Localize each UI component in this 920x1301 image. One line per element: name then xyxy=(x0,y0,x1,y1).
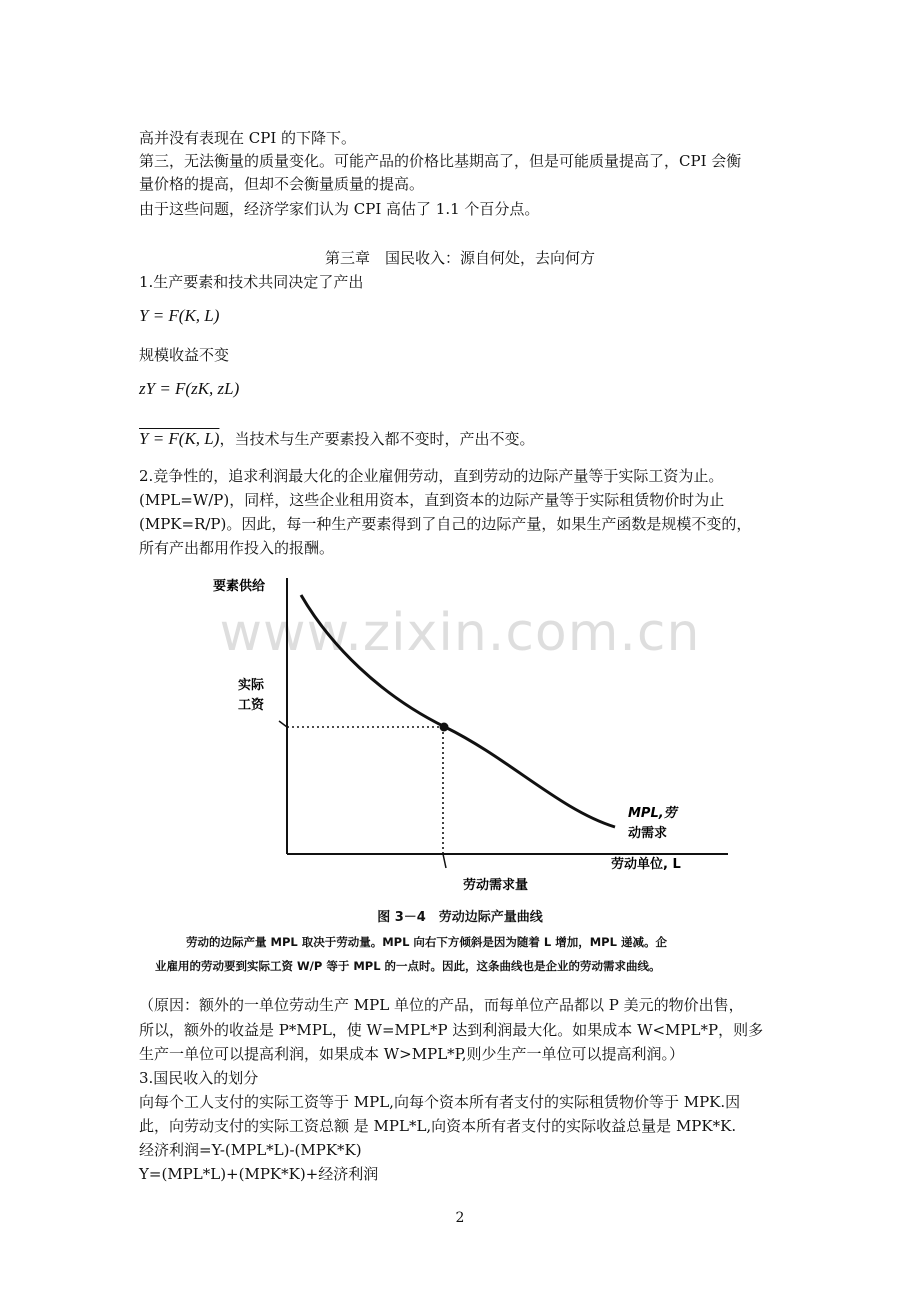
equilibrium-point xyxy=(440,723,449,732)
figure-caption-line: 劳动的边际产量 MPL 取决于劳动量。MPL 向右下方倾斜是因为随着 L 增加，MPL 递减。企 xyxy=(186,935,667,949)
real-wage-label-2: 工资 xyxy=(238,698,265,713)
paragraph-line: 此，向劳动支付的实际工资总额 是 MPL*L,向资本所有者支付的实际收益总量是 MPK*K. xyxy=(139,1117,737,1135)
paragraph-line: 由于这些问题，经济学家们认为 CPI 高估了 1.1 个百分点。 xyxy=(139,200,540,218)
paragraph-line: 高并没有表现在 CPI 的下降下。 xyxy=(139,129,357,147)
equation-note: ，当技术与生产要素投入都不变时，产出不变。 xyxy=(219,430,535,448)
y-axis-label: 要素供给 xyxy=(213,579,266,594)
paragraph-line: 量价格的提高，但却不会衡量质量的提高。 xyxy=(139,175,425,193)
paragraph-line: 经济利润=Y-(MPL*L)-(MPK*K) xyxy=(139,1141,362,1159)
paragraph-line: (MPK=R/P)。因此，每一种生产要素得到了自己的边际产量，如果生产函数是规模不变的， xyxy=(139,515,752,533)
paragraph-line: 所以，额外的收益是 P*MPL，使 W=MPL*P 达到利润最大化。如果成本 W<MPL*P，则多 xyxy=(139,1021,764,1039)
paragraph-line: （原因：额外的一单位劳动生产 MPL 单位的产品，而每单位产品都以 P 美元的物价出售， xyxy=(139,996,744,1014)
paragraph-line: (MPL=W/P)，同样，这些企业租用资本，直到资本的边际产量等于实际租赁物价时为止 xyxy=(139,491,725,509)
paragraph-line: 向每个工人支付的实际工资等于 MPL,向每个资本所有者支付的实际租赁物价等于 MPK.因 xyxy=(139,1093,741,1111)
page-number: 2 xyxy=(455,1210,465,1226)
paragraph-line: 所有产出都用作投入的报酬。 xyxy=(139,539,335,557)
paragraph-line: Y=(MPL*L)+(MPK*K)+经济利润 xyxy=(139,1165,379,1183)
quantity-tick xyxy=(443,854,446,868)
curve-label-1: MPL,劳 xyxy=(628,806,677,821)
equation-fixed-output xyxy=(139,428,534,449)
x-axis-label: 劳动单位, L xyxy=(611,857,681,872)
label-constant-returns: 规模收益不变 xyxy=(139,346,230,364)
real-wage-label-1: 实际 xyxy=(238,678,265,693)
paragraph-line: 2.竞争性的，追求利润最大化的企业雇佣劳动，直到劳动的边际产量等于实际工资为止。 xyxy=(139,467,724,485)
paragraph-line: 生产一单位可以提高利润，如果成本 W>MPL*P,则少生产一单位可以提高利润。） xyxy=(139,1045,684,1063)
watermark: www.zixin.com.cn xyxy=(219,603,701,663)
quantity-label: 劳动需求量 xyxy=(463,878,529,893)
chapter-title: 第三章 国民收入：源自何处，去向何方 xyxy=(324,249,595,267)
curve-label-2: 动需求 xyxy=(628,826,668,841)
paragraph-line: 第三，无法衡量的质量变化。可能产品的价格比基期高了，但是可能质量提高了，CPI 会衡 xyxy=(139,152,742,170)
equation-fixed-body: Y = F(K, L) xyxy=(139,429,220,448)
figure-caption-line: 业雇用的劳动要到实际工资 W/P 等于 MPL 的一点时。因此，这条曲线也是企业的劳动需求曲线。 xyxy=(155,959,661,973)
wage-tick xyxy=(279,721,287,727)
equation-scaled: zY = F(zK, zL) xyxy=(139,379,240,398)
figure-caption-title: 图 3－4 劳动边际产量曲线 xyxy=(377,910,543,925)
section-heading: 3.国民收入的划分 xyxy=(139,1069,259,1087)
section-heading: 1.生产要素和技术共同决定了产出 xyxy=(139,273,364,291)
equation-production-function: Y = F(K, L) xyxy=(139,306,220,325)
